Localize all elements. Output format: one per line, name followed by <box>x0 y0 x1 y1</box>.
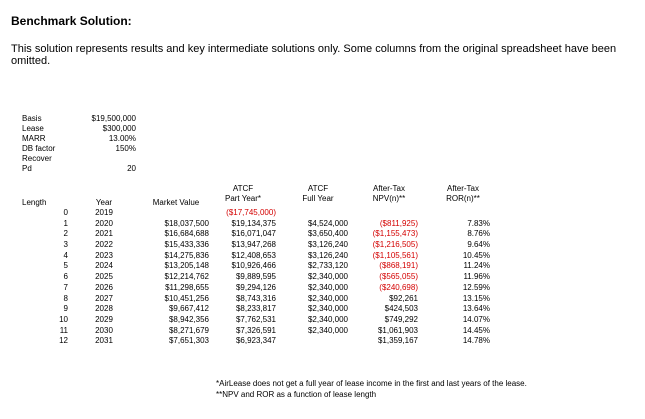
param-label: Lease <box>22 124 44 133</box>
row-market-value: $7,651,303 <box>168 336 209 346</box>
row-year: 2021 <box>95 229 113 239</box>
row-atcf-full-year: $2,340,000 <box>307 282 348 292</box>
row-length: 1 <box>63 218 68 228</box>
row-ror: 14.07% <box>462 314 490 324</box>
row-length: 3 <box>63 240 68 250</box>
row-year: 2031 <box>95 336 113 346</box>
row-market-value: $9,667,412 <box>168 304 209 314</box>
param-value: 13.00% <box>108 134 136 143</box>
param-values <box>60 114 136 174</box>
row-atcf-part-year: $10,926,466 <box>231 261 276 271</box>
row-npv: ($1,155,473) <box>372 229 418 239</box>
row-atcf-full-year: $3,650,400 <box>307 229 348 239</box>
row-market-value: $13,205,148 <box>164 261 209 271</box>
row-length: 11 <box>59 325 68 335</box>
column-length <box>50 208 68 347</box>
param-value: 150% <box>115 144 136 153</box>
row-year: 2030 <box>95 325 113 335</box>
header-atcf-part-line2: Part Year* <box>224 194 262 203</box>
row-npv: $1,061,903 <box>377 325 418 335</box>
param-label: Recover <box>22 154 52 163</box>
row-length: 8 <box>63 293 68 303</box>
row-market-value: $15,433,336 <box>164 240 209 250</box>
row-length: 5 <box>63 261 68 271</box>
row-ror: 11.96% <box>463 272 490 282</box>
row-npv: $1,359,167 <box>377 336 418 346</box>
column-atcf-full-year <box>286 208 348 347</box>
header-atcf-full-line1: ATCF <box>307 184 329 193</box>
row-length: 4 <box>63 250 68 260</box>
row-npv: ($1,216,505) <box>372 240 418 250</box>
page-title: Benchmark Solution: <box>11 14 132 28</box>
row-length: 6 <box>63 272 68 282</box>
row-npv: ($240,698) <box>379 282 418 292</box>
row-atcf-part-year: $8,233,817 <box>235 304 276 314</box>
header-year-label: Year <box>95 198 113 207</box>
row-atcf-full-year: $2,340,000 <box>307 304 348 314</box>
header-length: Length <box>22 198 47 207</box>
row-ror: 10.45% <box>462 250 490 260</box>
row-atcf-full-year: $2,340,000 <box>307 325 348 335</box>
row-atcf-full-year <box>286 336 348 347</box>
header-npv <box>358 184 420 204</box>
row-atcf-part-year: $8,743,316 <box>235 293 276 303</box>
header-ror-line1: After-Tax <box>446 184 479 193</box>
param-value <box>60 154 136 164</box>
row-length: 2 <box>63 229 68 239</box>
row-ror: 9.64% <box>467 240 490 250</box>
row-ror: 13.15% <box>462 293 490 303</box>
column-market-value <box>143 208 209 347</box>
row-npv <box>352 208 418 219</box>
row-length: 12 <box>59 336 68 346</box>
row-market-value: $12,214,762 <box>164 272 209 282</box>
row-year: 2025 <box>95 272 113 282</box>
row-npv: $749,292 <box>384 314 418 324</box>
row-ror <box>440 208 490 219</box>
row-atcf-part-year: $12,408,653 <box>231 250 276 260</box>
param-label: Pd <box>22 164 32 173</box>
row-atcf-part-year: $19,134,375 <box>231 218 276 228</box>
row-npv: $92,261 <box>389 293 418 303</box>
row-ror: 13.64% <box>462 304 490 314</box>
footnote-1: *AirLease does not get a full year of lease income in the first and last years of the lease. <box>216 379 527 388</box>
column-ror <box>440 208 490 347</box>
row-market-value: $18,037,500 <box>164 218 209 228</box>
row-length: 10 <box>59 314 68 324</box>
row-atcf-full-year: $3,126,240 <box>307 250 348 260</box>
row-ror: 8.76% <box>467 229 490 239</box>
row-atcf-full-year: $2,340,000 <box>307 293 348 303</box>
header-atcf-full-line2: Full Year <box>302 194 334 203</box>
row-npv: ($811,925) <box>379 218 418 228</box>
row-year: 2024 <box>95 261 113 271</box>
row-year: 2023 <box>95 250 113 260</box>
row-atcf-part-year: $9,294,126 <box>235 282 276 292</box>
footnote-2: **NPV and ROR as a function of lease length <box>216 390 377 399</box>
param-label: DB factor <box>22 144 56 153</box>
row-ror: 14.78% <box>462 336 490 346</box>
row-year: 2019 <box>95 208 113 217</box>
row-ror: 7.83% <box>467 218 490 228</box>
header-atcf-part <box>212 184 274 204</box>
row-length: 0 <box>63 208 68 217</box>
row-length: 7 <box>63 282 68 292</box>
param-label: MARR <box>22 134 46 143</box>
header-atcf-part-line1: ATCF <box>232 184 254 193</box>
row-atcf-part-year: $16,071,047 <box>231 229 276 239</box>
row-year: 2022 <box>95 240 113 250</box>
row-market-value: $11,298,655 <box>165 282 209 292</box>
row-atcf-part-year: $9,889,595 <box>235 272 276 282</box>
param-label: Basis <box>22 114 42 123</box>
row-npv: ($868,191) <box>379 261 418 271</box>
header-ror <box>432 184 494 204</box>
row-npv: ($1,105,561) <box>372 250 418 260</box>
param-labels <box>22 114 55 174</box>
row-atcf-full-year: $2,340,000 <box>307 314 348 324</box>
description-text: This solution represents results and key intermediate solutions only. Some columns from the original spreadsheet have been omitted. <box>11 43 617 67</box>
row-atcf-part-year: $6,923,347 <box>235 336 276 346</box>
header-year <box>84 198 124 208</box>
header-market-value <box>143 198 209 208</box>
row-atcf-part-year: $13,947,268 <box>231 240 276 250</box>
param-value: $300,000 <box>102 124 136 133</box>
header-atcf-full <box>290 184 346 204</box>
column-npv <box>352 208 418 347</box>
row-market-value: $8,942,356 <box>168 314 209 324</box>
column-year <box>84 208 124 347</box>
param-value: $19,500,000 <box>91 114 136 123</box>
row-market-value: $16,684,688 <box>164 229 209 239</box>
row-atcf-full-year: $2,733,120 <box>307 261 348 271</box>
row-year: 2027 <box>95 293 113 303</box>
param-value: 20 <box>127 164 136 173</box>
row-npv: ($565,055) <box>379 272 418 282</box>
row-atcf-part-year: $7,326,591 <box>235 325 276 335</box>
row-atcf-part-year: $7,762,531 <box>235 314 276 324</box>
row-market-value: $10,451,256 <box>164 293 209 303</box>
row-ror: 14.45% <box>462 325 490 335</box>
row-atcf-part-year: ($17,745,000) <box>226 208 276 217</box>
column-atcf-part-year <box>210 208 276 347</box>
header-npv-line2: NPV(n)** <box>372 194 406 203</box>
header-ror-line2: ROR(n)** <box>446 194 480 203</box>
row-ror: 12.59% <box>462 282 490 292</box>
row-market-value: $14,275,836 <box>164 250 209 260</box>
header-npv-line1: After-Tax <box>372 184 405 193</box>
row-npv: $424,503 <box>384 304 418 314</box>
row-atcf-full-year <box>286 208 348 219</box>
row-atcf-full-year: $3,126,240 <box>307 240 348 250</box>
row-atcf-full-year: $4,524,000 <box>307 218 348 228</box>
footnotes <box>216 378 527 400</box>
row-year: 2028 <box>95 304 113 314</box>
row-year: 2026 <box>95 282 113 292</box>
header-market-value-label: Market Value <box>152 198 200 207</box>
row-atcf-full-year: $2,340,000 <box>307 272 348 282</box>
row-length: 9 <box>63 304 68 314</box>
row-market-value: $8,271,679 <box>168 325 209 335</box>
row-market-value <box>143 208 209 219</box>
row-ror: 11.24% <box>463 261 490 271</box>
row-year: 2029 <box>95 314 113 324</box>
row-year: 2020 <box>95 218 113 228</box>
